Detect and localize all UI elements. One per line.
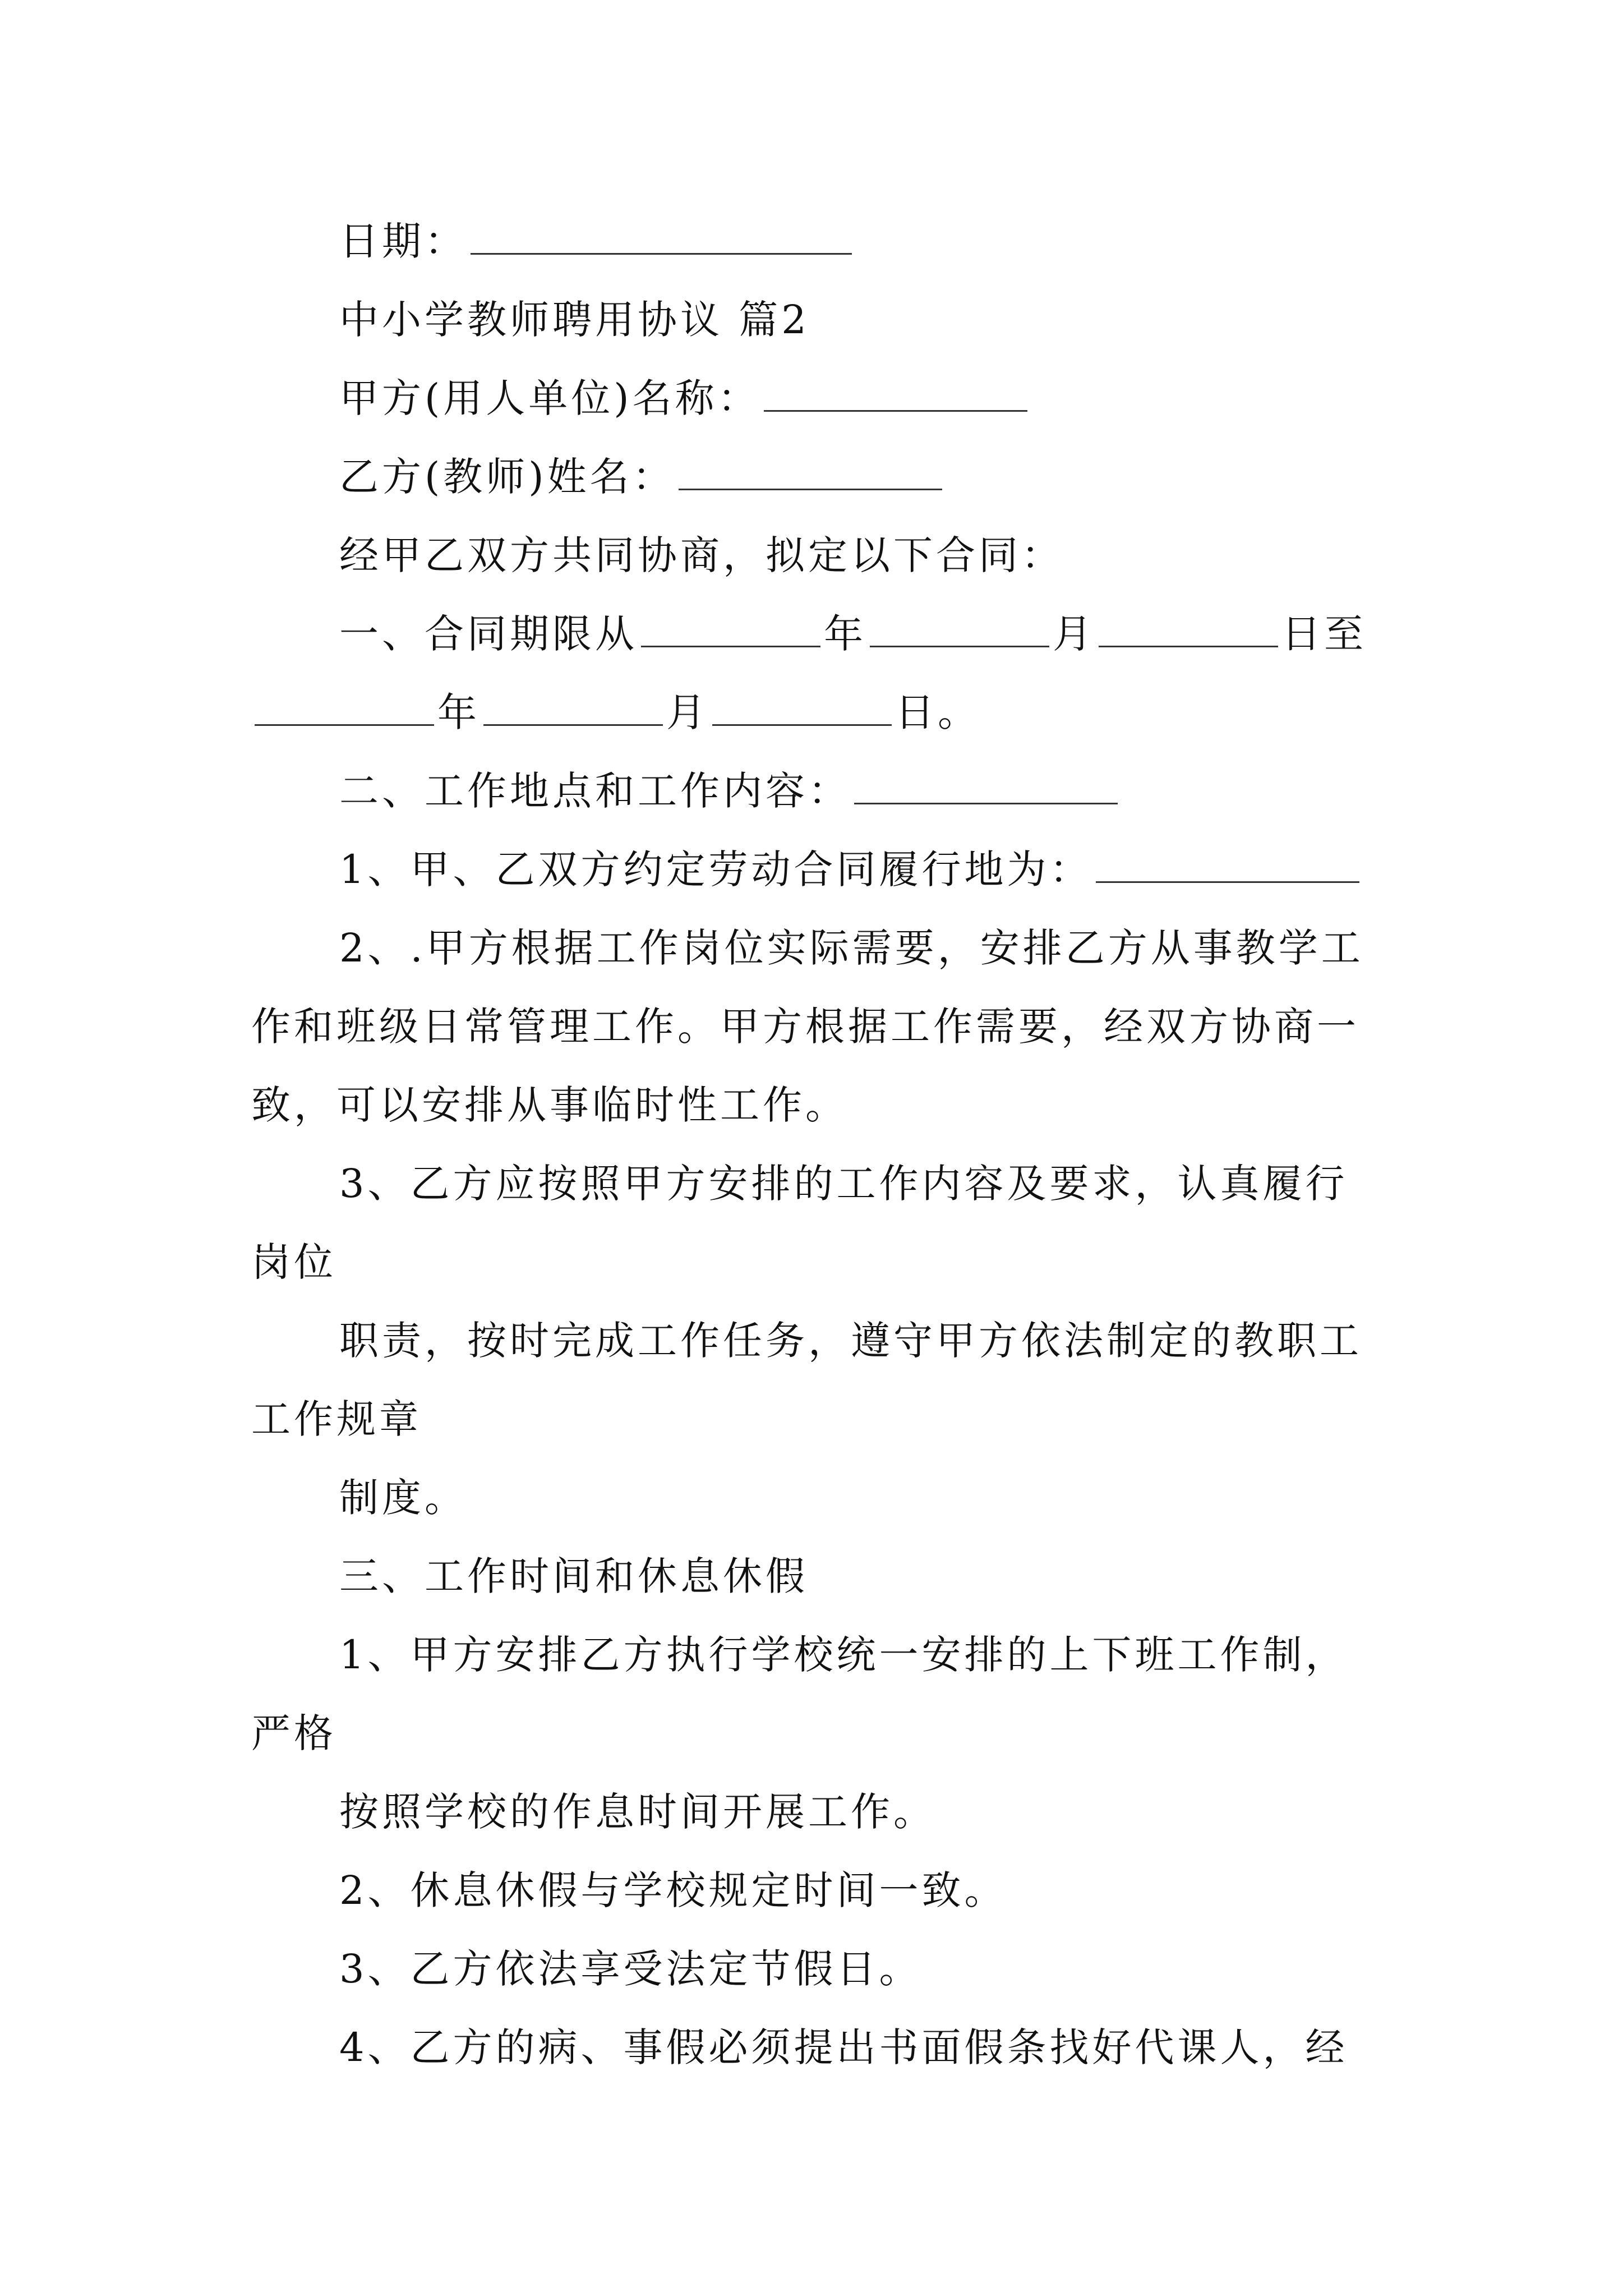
- term-prefix: 一、合同期限从: [339, 611, 638, 657]
- section2-item1-line: [0, 830, 1623, 909]
- term-start-month-blank: [870, 614, 1049, 647]
- section3-item4-line1: 4、乙方的病、事假必须提出书面假条找好代课人，经: [339, 2024, 1348, 2070]
- section2-title-line: [0, 752, 1623, 830]
- date-line: [0, 202, 1623, 280]
- party-a-line: [0, 359, 1623, 438]
- section2-item3-line4: 工作规章: [251, 1396, 422, 1442]
- term-start-year-blank: [641, 614, 820, 647]
- section3-item1-line3: 按照学校的作息时间开展工作。: [339, 1789, 936, 1835]
- work-location-blank: [1096, 850, 1359, 883]
- term-year-label: 年: [824, 611, 866, 657]
- term-end-month-blank: [483, 693, 663, 726]
- date-label: 日期：: [339, 218, 467, 264]
- party-b-line: [0, 438, 1623, 516]
- section3-item3: 3、乙方依法享受法定节假日。: [339, 1946, 922, 1992]
- section2-item3-line2: 岗位: [251, 1239, 336, 1285]
- term-month-label: 月: [1053, 611, 1095, 657]
- term-end-day-label: 日。: [895, 689, 980, 735]
- term-end-year-label: 年: [437, 689, 480, 735]
- party-a-label: 甲方(用人单位)名称：: [339, 375, 760, 421]
- term-end-year-blank: [255, 693, 434, 726]
- section2-item3-line1: 3、乙方应按照甲方安排的工作内容及要求，认真履行: [339, 1161, 1348, 1207]
- party-a-blank: [764, 379, 1027, 412]
- term-line-2: [0, 673, 1623, 752]
- section-title: 中小学教师聘用协议 篇2: [339, 297, 810, 343]
- party-b-blank: [679, 457, 942, 490]
- section2-item2-line2: 作和班级日常管理工作。甲方根据工作需要，经双方协商一: [251, 1004, 1359, 1050]
- section2-item1: 1、甲、乙双方约定劳动合同履行地为：: [339, 846, 1092, 892]
- party-b-label: 乙方(教师)姓名：: [339, 454, 675, 500]
- section3-item2: 2、休息休假与学校规定时间一致。: [339, 1867, 1007, 1913]
- date-blank: [471, 222, 852, 255]
- intro-paragraph: 经甲乙双方共同协商，拟定以下合同：: [339, 532, 1064, 578]
- section3-item1-line2: 严格: [251, 1710, 336, 1756]
- section2-item2-line3: 致，可以安排从事临时性工作。: [251, 1082, 848, 1128]
- section2-item2-line1: 2、.甲方根据工作岗位实际需要，安排乙方从事教学工: [339, 925, 1364, 971]
- term-start-day-blank: [1099, 614, 1278, 647]
- section3-item1-line1: 1、甲方安排乙方执行学校统一安排的上下班工作制，: [339, 1632, 1348, 1678]
- section2-item3-line3: 职责，按时完成工作任务，遵守甲方依法制定的教职工: [339, 1318, 1362, 1364]
- term-end-month-label: 月: [666, 689, 709, 735]
- term-line-1: [0, 595, 1623, 673]
- section2-item3-line5: 制度。: [339, 1475, 467, 1521]
- term-day-to-label: 日至: [1281, 611, 1367, 657]
- work-content-blank: [854, 771, 1118, 804]
- section3-title: 三、工作时间和休息休假: [339, 1553, 808, 1599]
- term-end-day-blank: [712, 693, 892, 726]
- section2-title: 二、工作地点和工作内容：: [339, 768, 851, 814]
